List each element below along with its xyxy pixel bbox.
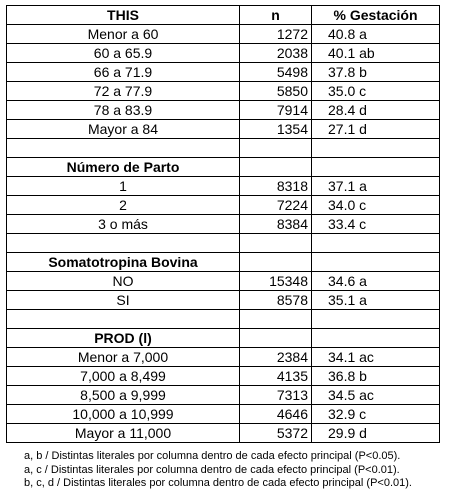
row-label: NO: [7, 272, 240, 291]
table-row: [7, 291, 440, 310]
row-n: 8318: [240, 177, 312, 196]
table-row: [7, 386, 440, 405]
row-label: Menor a 60: [7, 25, 240, 44]
row-label: 2: [7, 196, 240, 215]
row-gestation: 33.4 c: [312, 215, 440, 234]
empty-cell: [240, 253, 312, 272]
row-label: Menor a 7,000: [7, 348, 240, 367]
spacer-row: [7, 234, 440, 253]
section-header-row: [7, 329, 440, 348]
section-title: PROD (l): [7, 329, 240, 348]
row-gestation: 34.0 c: [312, 196, 440, 215]
row-gestation: 29.9 d: [312, 424, 440, 443]
table-row: [7, 405, 440, 424]
row-gestation: 28.4 d: [312, 101, 440, 120]
table-row: [7, 367, 440, 386]
row-n: 4646: [240, 405, 312, 424]
row-label: 7,000 a 8,499: [7, 367, 240, 386]
section-header-row: [7, 253, 440, 272]
row-gestation: 27.1 d: [312, 120, 440, 139]
row-n: 5850: [240, 82, 312, 101]
row-n: 4135: [240, 367, 312, 386]
table-row: [7, 44, 440, 63]
section-title: Número de Parto: [7, 158, 240, 177]
empty-cell: [312, 158, 440, 177]
table-row: [7, 101, 440, 120]
row-n: 7224: [240, 196, 312, 215]
table-row: [7, 177, 440, 196]
row-n: 7914: [240, 101, 312, 120]
header-n: n: [240, 6, 312, 25]
spacer-row: [7, 139, 440, 158]
row-gestation: 35.1 a: [312, 291, 440, 310]
empty-cell: [312, 234, 440, 253]
row-n: 2038: [240, 44, 312, 63]
empty-cell: [240, 139, 312, 158]
table-row: [7, 25, 440, 44]
row-gestation: 32.9 c: [312, 405, 440, 424]
header-gestation: % Gestación: [312, 6, 440, 25]
empty-cell: [240, 310, 312, 329]
row-label: 3 o más: [7, 215, 240, 234]
table-row: [7, 272, 440, 291]
empty-cell: [312, 310, 440, 329]
empty-cell: [7, 139, 240, 158]
row-gestation: 34.1 ac: [312, 348, 440, 367]
row-label: 8,500 a 9,999: [7, 386, 240, 405]
row-gestation: 34.6 a: [312, 272, 440, 291]
row-label: 72 a 77.9: [7, 82, 240, 101]
empty-cell: [7, 310, 240, 329]
table-row: [7, 196, 440, 215]
row-label: Mayor a 84: [7, 120, 240, 139]
footnote-line: a, c / Distintas literales por columna dentro de cada efecto principal (P<0.01).: [24, 463, 400, 476]
header-this: THIS: [7, 6, 240, 25]
row-label: 66 a 71.9: [7, 63, 240, 82]
footnote-line: a, b / Distintas literales por columna dentro de cada efecto principal (P<0.05).: [24, 450, 401, 462]
footnotes: [24, 450, 412, 491]
table-row: [7, 348, 440, 367]
table-row: [7, 82, 440, 101]
row-gestation: 40.1 ab: [312, 44, 440, 63]
results-table: [6, 5, 440, 443]
row-label: 60 a 65.9: [7, 44, 240, 63]
empty-cell: [312, 139, 440, 158]
row-n: 5498: [240, 63, 312, 82]
row-gestation: 35.0 c: [312, 82, 440, 101]
empty-cell: [240, 158, 312, 177]
row-label: 1: [7, 177, 240, 196]
table-row: [7, 215, 440, 234]
row-label: 10,000 a 10,999: [7, 405, 240, 424]
row-gestation: 34.5 ac: [312, 386, 440, 405]
table-row: [7, 120, 440, 139]
footnote-line: b, c, d / Distintas literales por columna dentro de cada efecto principal (P<0.01).: [24, 477, 412, 489]
table-row: [7, 63, 440, 82]
row-gestation: 37.8 b: [312, 63, 440, 82]
row-n: 15348: [240, 272, 312, 291]
row-n: 5372: [240, 424, 312, 443]
spacer-row: [7, 310, 440, 329]
section-title: Somatotropina Bovina: [7, 253, 240, 272]
row-n: 1272: [240, 25, 312, 44]
results-table-body: [7, 6, 440, 443]
row-n: 2384: [240, 348, 312, 367]
row-n: 8384: [240, 215, 312, 234]
empty-cell: [312, 253, 440, 272]
row-n: 8578: [240, 291, 312, 310]
section-header-row: [7, 158, 440, 177]
row-label: SI: [7, 291, 240, 310]
table-row: [7, 424, 440, 443]
row-n: 7313: [240, 386, 312, 405]
empty-cell: [240, 234, 312, 253]
row-gestation: 37.1 a: [312, 177, 440, 196]
row-label: Mayor a 11,000: [7, 424, 240, 443]
row-gestation: 36.8 b: [312, 367, 440, 386]
empty-cell: [240, 329, 312, 348]
empty-cell: [312, 329, 440, 348]
table-header-row: [7, 6, 440, 25]
row-gestation: 40.8 a: [312, 25, 440, 44]
row-n: 1354: [240, 120, 312, 139]
row-label: 78 a 83.9: [7, 101, 240, 120]
empty-cell: [7, 234, 240, 253]
